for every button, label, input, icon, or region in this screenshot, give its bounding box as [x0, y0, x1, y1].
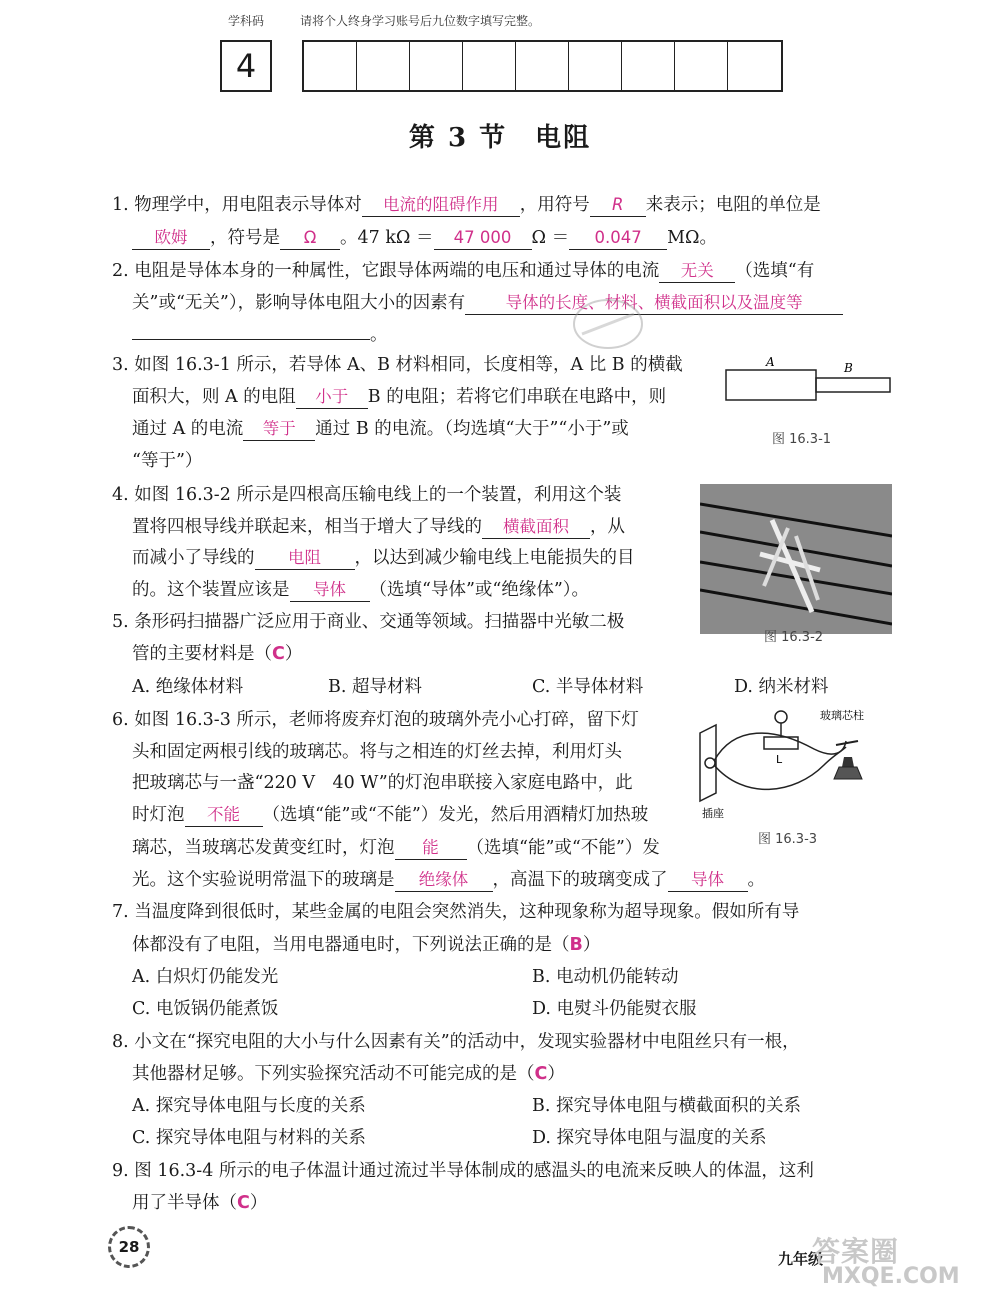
figure-16-3-3	[694, 705, 894, 820]
q1-answer-5[interactable]: 47 000	[434, 227, 532, 250]
q7-option-a[interactable]: A. 白炽灯仍能发光	[132, 967, 279, 987]
figure-16-3-2-caption: 图 16.3-2	[764, 630, 824, 645]
q5-answer[interactable]: C	[272, 644, 285, 664]
q4-answer-1[interactable]: 横截面积	[482, 516, 590, 539]
q8-option-b[interactable]: B. 探究导体电阻与横截面积的关系	[532, 1096, 801, 1116]
q2-line-3: 。	[132, 323, 388, 347]
q7-answer[interactable]: B	[569, 935, 583, 955]
q3-line-1: 3. 如图 16.3-1 所示，若导体 A、B 材料相同，长度相等，A 比 B 的横截	[112, 355, 683, 375]
figure-16-3-1-caption: 图 16.3-1	[772, 432, 832, 447]
q8-line-1: 8. 小文在“探究电阻的大小与什么因素有关”的活动中，发现实验器材中电阻丝只有一根，	[112, 1032, 800, 1052]
q4-line-3: 而减小了导线的 电阻 ，以达到减少输电线上电能损失的目	[132, 548, 635, 568]
q6-line-2: 头和固定两根引线的玻璃芯。将与之相连的灯丝去掉，利用灯头	[132, 742, 622, 762]
digit-box[interactable]	[410, 42, 463, 90]
q7-option-b[interactable]: B. 电动机仍能转动	[532, 967, 679, 987]
q2-answer-blank[interactable]	[132, 339, 370, 340]
grade-label: 九年级	[778, 1250, 824, 1268]
digit-box[interactable]	[728, 42, 781, 90]
fig-label-socket: 插座	[702, 807, 724, 820]
q6-answer-1[interactable]: 不能	[185, 804, 263, 827]
q1-answer-6[interactable]: 0.047	[569, 227, 667, 250]
q5-option-d[interactable]: D. 纳米材料	[734, 677, 829, 697]
digit-box[interactable]	[516, 42, 569, 90]
q9-line-1: 9. 图 16.3-4 所示的电子体温计通过流过半导体制成的感温头的电流来反映人的体温，这利	[112, 1161, 814, 1181]
watermark-url: MXQE.COM	[822, 1264, 960, 1289]
watermark-logo: 答案圈	[812, 1235, 900, 1268]
q3-line-3: 通过 A 的电流 等于 通过 B 的电流。（均选填“大于”“小于”或	[132, 419, 629, 439]
digit-box[interactable]	[675, 42, 728, 90]
figure-16-3-3-caption: 图 16.3-3	[758, 832, 818, 847]
digit-box[interactable]	[622, 42, 675, 90]
subject-code-box: 4	[220, 40, 272, 92]
q6-line-4: 时灯泡 不能 （选填“能”或“不能”）发光，然后用酒精灯加热玻	[132, 805, 649, 825]
q7-option-c[interactable]: C. 电饭锅仍能煮饭	[132, 999, 279, 1019]
q4-line-1: 4. 如图 16.3-2 所示是四根高压输电线上的一个装置，利用这个装	[112, 485, 622, 505]
figure-16-3-1	[718, 356, 898, 416]
q3-answer-2[interactable]: 等于	[243, 418, 315, 441]
q7-option-d[interactable]: D. 电熨斗仍能熨衣服	[532, 999, 697, 1019]
q5-line-1: 5. 条形码扫描器广泛应用于商业、交通等领域。扫描器中光敏二极	[112, 612, 625, 632]
q1-line-2: 欧姆 ，符号是 Ω 。47 kΩ ＝ 47 000 Ω ＝ 0.047 MΩ。	[132, 226, 717, 250]
figure-16-3-2-photo	[700, 484, 892, 634]
q6-line-1: 6. 如图 16.3-3 所示，老师将废弃灯泡的玻璃外壳小心打碎，留下灯	[112, 710, 639, 730]
q5-option-b[interactable]: B. 超导材料	[328, 677, 422, 697]
q6-answer-3[interactable]: 绝缘体	[395, 869, 493, 892]
fig-label-l: L	[776, 753, 783, 766]
q8-line-2: 其他器材足够。下列实验探究活动不可能完成的是（C）	[132, 1064, 565, 1084]
q4-line-4: 的。这个装置应该是 导体 （选填“导体”或“绝缘体”）。	[132, 580, 590, 600]
q7-line-2: 体都没有了电阻，当用电器通电时，下列说法正确的是（B）	[132, 935, 601, 955]
q2-line-2: 关”或“无关”），影响导体电阻大小的因素有 导体的长度、材料、横截面积以及温度等	[132, 291, 843, 315]
digit-box[interactable]	[357, 42, 410, 90]
q8-answer[interactable]: C	[534, 1064, 548, 1084]
fig-label-a: A	[766, 356, 775, 369]
q2-line-1: 2. 电阻是导体本身的一种属性，它跟导体两端的电压和通过导体的电流 无关 （选填“有	[112, 261, 815, 281]
q5-line-2: 管的主要材料是（C）	[132, 644, 303, 664]
stamp-mark	[568, 294, 648, 354]
q1-answer-1[interactable]: 电流的阻碍作用	[362, 194, 520, 217]
q4-line-2: 置将四根导线并联起来，相当于增大了导线的 横截面积 ，从	[132, 517, 625, 537]
q4-answer-2[interactable]: 电阻	[255, 547, 355, 570]
q2-answer-1[interactable]: 无关	[659, 260, 735, 283]
q5-option-c[interactable]: C. 半导体材料	[532, 677, 644, 697]
account-instruction: 请将个人终身学习账号后九位数字填写完整。	[300, 14, 541, 28]
q1-answer-4[interactable]: Ω	[280, 227, 340, 250]
q6-answer-2[interactable]: 能	[395, 837, 467, 860]
q1-answer-3[interactable]: 欧姆	[132, 227, 210, 250]
subject-code-label: 学科码	[228, 14, 265, 28]
q8-option-c[interactable]: C. 探究导体电阻与材料的关系	[132, 1128, 366, 1148]
q6-line-3: 把玻璃芯与一盏“220 V 40 W”的灯泡串联接入家庭电路中，此	[132, 773, 633, 793]
q6-answer-4[interactable]: 导体	[668, 869, 748, 892]
q6-line-5: 璃芯，当玻璃芯发黄变红时，灯泡 能 （选填“能”或“不能”）发	[132, 838, 660, 858]
q1-line-1: 1. 物理学中，用电阻表示导体对 电流的阻碍作用 ，用符号 R 来表示；电阻的单位是	[112, 195, 821, 215]
digit-box[interactable]	[463, 42, 516, 90]
q7-line-1: 7. 当温度降到很低时，某些金属的电阻会突然消失，这种现象称为超导现象。假如所有导	[112, 902, 800, 922]
q9-line-2: 用了半导体（C）	[132, 1193, 268, 1213]
digit-box[interactable]	[569, 42, 622, 90]
q9-answer[interactable]: C	[237, 1193, 250, 1213]
q3-line-2: 面积大，则 A 的电阻 小于 B 的电阻；若将它们串联在电路中，则	[132, 387, 667, 407]
digit-box[interactable]	[304, 42, 357, 90]
q5-option-a[interactable]: A. 绝缘体材料	[132, 677, 244, 697]
q8-option-a[interactable]: A. 探究导体电阻与长度的关系	[132, 1096, 366, 1116]
page-number: 28	[108, 1226, 150, 1268]
q2-answer-2[interactable]: 导体的长度、材料、横截面积以及温度等	[465, 292, 843, 315]
q1-answer-2[interactable]: R	[590, 194, 646, 217]
q3-answer-1[interactable]: 小于	[296, 386, 368, 409]
q3-line-4: “等于”）	[132, 451, 203, 471]
q6-line-6: 光。这个实验说明常温下的玻璃是 绝缘体 ，高温下的玻璃变成了 导体 。	[132, 870, 765, 890]
q4-answer-3[interactable]: 导体	[290, 579, 370, 602]
q8-option-d[interactable]: D. 探究导体电阻与温度的关系	[532, 1128, 767, 1148]
fig-label-b: B	[844, 361, 853, 375]
section-title: 第 3 节 电阻	[408, 123, 592, 153]
account-digit-boxes	[302, 40, 783, 92]
fig-label-glass: 玻璃芯柱	[820, 709, 864, 722]
